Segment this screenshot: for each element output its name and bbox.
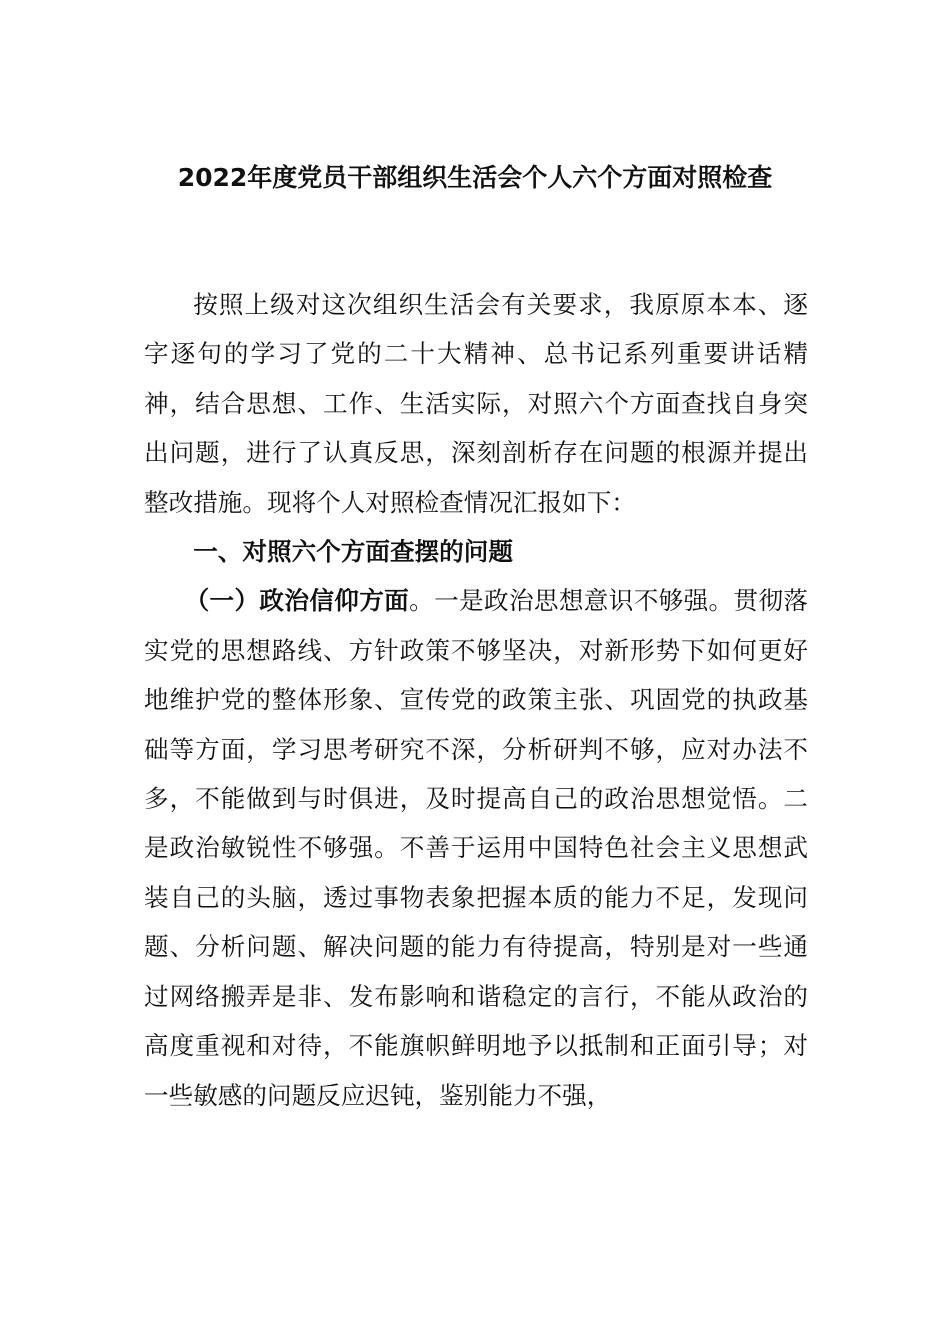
subsection-text: 。一是政治思想意识不够强。贯彻落实党的思想路线、方针政策不够坚决，对新形势下如何更好地维护党的整体形象、宣传党的政策主张、巩固党的执政基础等方面，学习思考研究不深，分析研判不够，应对办法不多，不能做到与时俱进，及时提高自己的政治思想觉悟。二是政治敏锐性不够强。不善于运用中国特色社会主义思想武装自己的头脑，透过事物表象把握本质的能力不足，发现问题、分析问题、解决问题的能力有待提高，特别是对一些通过网络搬弄是非、发布影响和谐稳定的言行，不能从政治的高度重视和对待，不能旗帜鲜明地予以抵制和正面引导；对一些敏感的问题反应迟钝，鉴别能力不强， [144,586,808,1110]
document-title: 2022年度党员干部组织生活会个人六个方面对照检查 [177,163,773,192]
section-heading: 一、对照六个方面查摆的问题 [193,537,513,567]
document-body [144,280,808,1120]
intro-paragraph: 按照上级对这次组织生活会有关要求，我原原本本、逐字逐句的学习了党的二十大精神、总书记系列重要讲话精神，结合思想、工作、生活实际，对照六个方面查找自身突出问题，进行了认真反思，深刻剖析存在问题的根源并提出整改措施。现将个人对照检查情况汇报如下： [144,290,808,517]
subsection-label: （一）政治信仰方面 [184,586,410,616]
subsection-paragraph [144,576,808,1119]
